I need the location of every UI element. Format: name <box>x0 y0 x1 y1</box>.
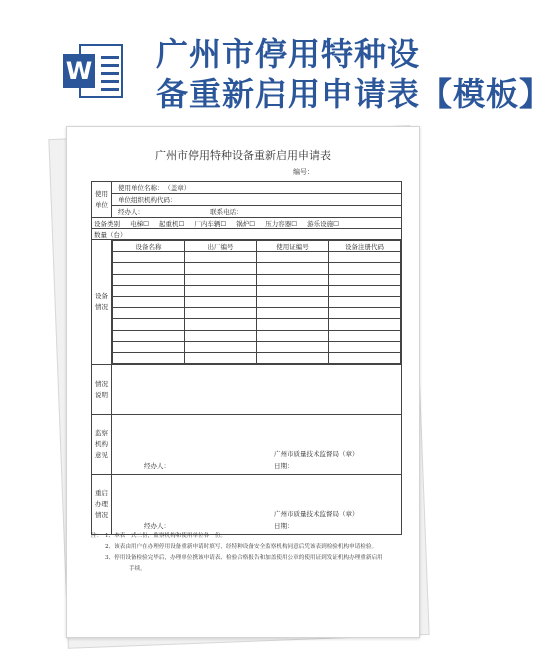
form-title: 广州市停用特种设备重新启用申请表 <box>155 149 331 162</box>
quantity-row <box>92 229 402 240</box>
org-code-label: 单位组织机构代码： <box>118 196 177 204</box>
unit-name-label: 使用单位名称： <box>118 184 164 192</box>
table-row[interactable] <box>113 330 401 341</box>
banner-title <box>156 34 552 114</box>
equipment-grid-cell <box>112 240 402 365</box>
status-section-label: 情况说明 <box>92 365 112 415</box>
equipment-header-row <box>113 241 401 252</box>
table-row[interactable] <box>113 263 401 274</box>
quantity-label: 数量（台） <box>94 230 127 239</box>
unit-section-label: 使用单位 <box>92 182 112 218</box>
unit-seal-label: （盖章） <box>167 184 191 192</box>
phone-label: 联系电话： <box>210 208 243 216</box>
category-vehicle-checkbox[interactable]: 厂内车辆☐ <box>194 219 227 228</box>
banner-title-line2: 备重新启用申请表【模板】 <box>156 75 552 113</box>
banner-header <box>0 0 552 120</box>
table-row[interactable] <box>113 352 401 363</box>
equipment-col-code: 设备注册代码 <box>329 241 401 252</box>
category-crane-checkbox[interactable]: 起重机☐ <box>158 219 185 228</box>
restart-org-label: 广州市质量技术监督局（章） <box>274 510 359 519</box>
category-amusement-checkbox[interactable]: 游乐设施☐ <box>307 219 339 228</box>
org-code-row <box>112 194 402 206</box>
contact-row <box>112 206 402 218</box>
unit-name-row <box>112 182 402 194</box>
application-form-table <box>91 181 402 535</box>
review-org-label: 广州市质量技术监督局（章） <box>274 450 359 459</box>
restart-date-label: 日期： <box>274 522 294 531</box>
serial-number-label: 编号： <box>293 168 314 176</box>
review-opinion-field[interactable] <box>112 415 402 475</box>
table-row[interactable] <box>113 341 401 352</box>
category-pressure-vessel-checkbox[interactable]: 压力容器☐ <box>265 219 298 228</box>
equipment-section-label: 设备情况 <box>92 240 112 365</box>
equipment-col-serial: 出厂编号 <box>185 241 257 252</box>
table-row[interactable] <box>113 319 401 330</box>
note-item-2: 2、该表由用户在办理停用设备重新申请时填写，经特种设备安全监察机构同意后凭该表到检验机构申请检验。 <box>105 544 378 550</box>
document-page <box>66 126 420 638</box>
notes-lead: 注： <box>91 533 103 539</box>
equipment-grid <box>112 240 401 364</box>
word-logo-letter: W <box>63 54 95 88</box>
equipment-col-cert: 使用证编号 <box>257 241 329 252</box>
note-item-1: 1、本表一式二份，监察机构和使用单位各一份。 <box>105 533 227 539</box>
status-description-field[interactable] <box>112 365 402 415</box>
equipment-col-name: 设备名称 <box>113 241 185 252</box>
review-handler-label: 经办人： <box>144 462 170 471</box>
category-elevator-checkbox[interactable]: 电梯☐ <box>130 219 149 228</box>
banner-title-line1: 广州市停用特种设 <box>156 35 421 73</box>
word-document-icon <box>63 40 125 102</box>
table-row[interactable] <box>113 308 401 319</box>
restart-section-label: 重启办理情况 <box>92 475 112 535</box>
category-label: 设备类别 <box>94 219 120 228</box>
restart-handler-label: 经办人： <box>144 522 170 531</box>
category-boiler-checkbox[interactable]: 锅炉☐ <box>236 219 256 228</box>
table-row[interactable] <box>113 296 401 307</box>
contact-label: 经办人： <box>118 208 144 216</box>
note-item-3: 3、停用设备检验完毕后，办理单位携该申请表、检验合格报告和加盖使用公章的使用证到发证机构办理重新启用 <box>105 555 383 561</box>
restart-status-field[interactable] <box>112 475 402 535</box>
table-row[interactable] <box>113 252 401 263</box>
table-row[interactable] <box>113 274 401 285</box>
category-row <box>92 218 402 229</box>
note-continuation: 手续。 <box>129 566 146 572</box>
table-row[interactable] <box>113 285 401 296</box>
review-section-label: 监察机构意见 <box>92 415 112 475</box>
review-date-label: 日期： <box>274 462 294 471</box>
form-notes <box>91 531 401 575</box>
